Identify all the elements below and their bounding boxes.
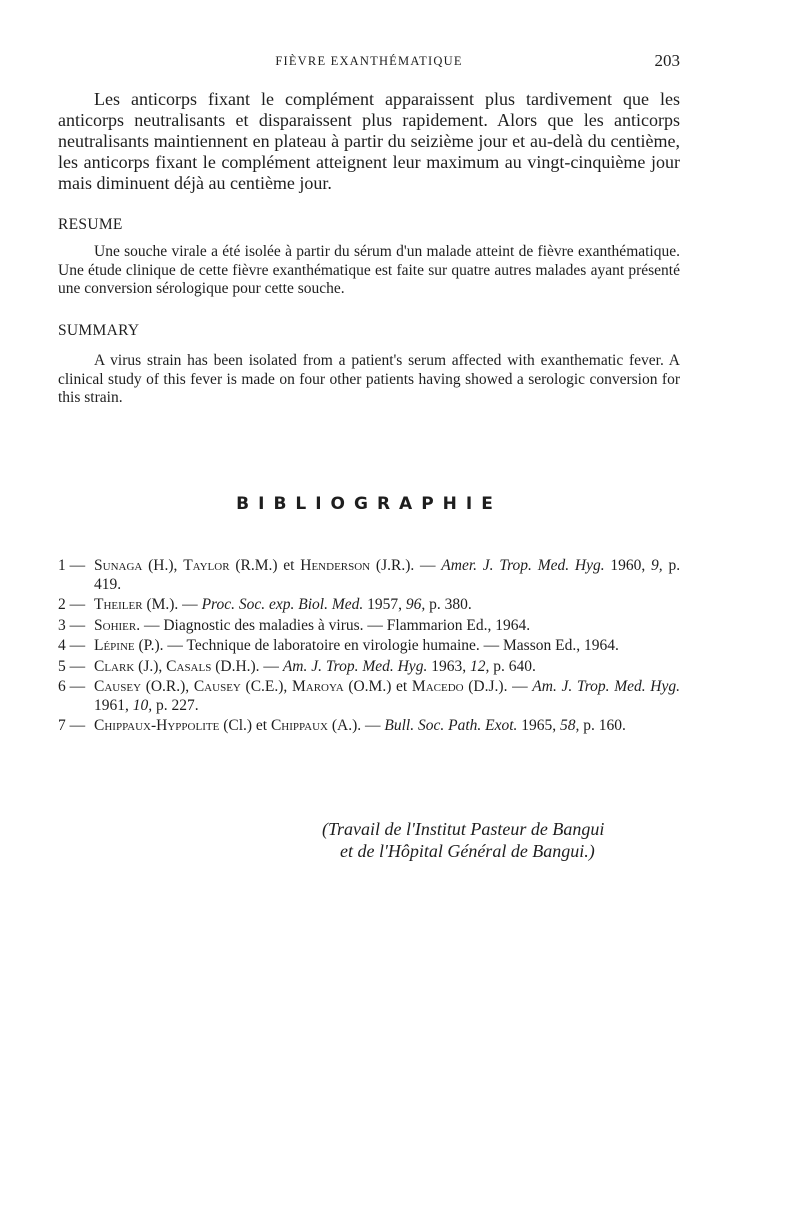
reference-volume: 10, bbox=[132, 696, 153, 714]
summary-heading: SUMMARY bbox=[58, 322, 140, 339]
reference-year: 1963, bbox=[431, 657, 467, 675]
reference-initials: (R.M.) et bbox=[235, 557, 295, 574]
reference-number: 3 bbox=[58, 616, 66, 634]
reference-author: Causey bbox=[94, 678, 142, 695]
reference-item bbox=[58, 596, 680, 615]
summary-text: A virus strain has been isolated from a patient's serum affected with exanthematic fever. A clinical study of this fever is made on four other patients having showed a serologic conversion for this strain. bbox=[58, 352, 680, 406]
reference-author: Maroya bbox=[291, 678, 344, 695]
reference-initials: (O.M.) et bbox=[348, 678, 408, 695]
running-title: FIÈVRE EXANTHÉMATIQUE bbox=[275, 54, 463, 68]
reference-rest: (P.). — Technique de laboratoire en virologie humaine. — Masson Ed., 1964. bbox=[138, 637, 619, 654]
reference-rest: — Diagnostic des maladies à virus. — Flammarion Ed., 1964. bbox=[143, 616, 531, 634]
reference-dash: — bbox=[69, 637, 86, 654]
reference-number: 4 bbox=[58, 637, 66, 654]
reference-dash: — bbox=[69, 616, 86, 634]
reference-author: Henderson bbox=[300, 557, 371, 574]
reference-initials: (O.R.), bbox=[145, 678, 190, 695]
reference-journal: Bull. Soc. Path. Exot. bbox=[384, 717, 518, 734]
reference-volume: 9, bbox=[651, 557, 663, 574]
reference-number: 2 bbox=[58, 596, 66, 613]
reference-journal: Amer. J. Trop. Med. Hyg. bbox=[441, 557, 605, 574]
reference-journal: Proc. Soc. exp. Biol. Med. bbox=[201, 596, 364, 613]
reference-number: 7 bbox=[58, 717, 66, 734]
reference-year: 1965, bbox=[521, 717, 557, 734]
institution-credit bbox=[322, 818, 652, 862]
reference-page: p. 640. bbox=[493, 657, 536, 675]
reference-item bbox=[58, 557, 680, 594]
reference-initials: (J.R.). — bbox=[375, 557, 436, 574]
reference-dash: — bbox=[69, 657, 86, 675]
reference-author: Lépine bbox=[94, 637, 135, 654]
reference-item bbox=[58, 658, 680, 677]
reference-author: Casals bbox=[166, 657, 212, 675]
reference-year: 1961, bbox=[94, 696, 129, 714]
reference-dash: — bbox=[69, 678, 86, 695]
reference-volume: 12, bbox=[469, 657, 490, 675]
reference-number: 6 bbox=[58, 678, 66, 695]
reference-page: p. 419. bbox=[94, 557, 681, 593]
reference-item bbox=[58, 678, 680, 715]
reference-page: p. 160. bbox=[583, 717, 626, 734]
reference-dash: — bbox=[69, 557, 86, 574]
resume-text: Une souche virale a été isolée à partir du sérum d'un malade atteint de fièvre exanthématique. Une étude clinique de cette fièvre exanthématique est faite sur quatre autres malades ayant présenté une conversion sérologique pour cette souche. bbox=[58, 243, 680, 297]
reference-author: Theiler bbox=[94, 596, 143, 613]
reference-number: 1 bbox=[58, 557, 66, 574]
body-paragraph: Les anticorps fixant le complément apparaissent plus tardivement que les anticorps neutralisants et disparaissent plus rapidement. Alors que les anticorps neutralisants maintiennent en plateau à partir du seizième jour et au-delà du centième, les anticorps fixant le complément atteignent leur maximum au vingt-cinquième jour mais diminuent déjà au centième jour. bbox=[58, 89, 680, 193]
reference-journal: Am. J. Trop. Med. Hyg. bbox=[282, 657, 428, 675]
credit-line-2: et de l'Hôpital Général de Bangui.) bbox=[340, 841, 595, 861]
reference-dash: — bbox=[69, 717, 86, 734]
reference-number: 5 bbox=[58, 657, 66, 675]
reference-author: Sohier. bbox=[94, 616, 141, 634]
reference-author: Taylor bbox=[183, 557, 230, 574]
reference-initials: (M.). — bbox=[146, 596, 198, 613]
reference-page: p. 380. bbox=[429, 596, 472, 613]
reference-year: 1960, bbox=[610, 557, 646, 574]
bibliography-title: BIBLIOGRAPHIE bbox=[236, 494, 502, 514]
reference-journal: Am. J. Trop. Med. Hyg. bbox=[532, 678, 680, 695]
reference-dash: — bbox=[69, 596, 86, 613]
reference-author: Causey bbox=[193, 678, 241, 695]
reference-author: Macedo bbox=[411, 678, 464, 695]
reference-item bbox=[58, 637, 680, 656]
reference-initials: (Cl.) et bbox=[223, 717, 268, 734]
reference-year: 1957, bbox=[367, 596, 403, 613]
reference-author: Chippaux bbox=[270, 717, 328, 734]
reference-initials: (A.). — bbox=[331, 717, 381, 734]
reference-initials: (D.H.). — bbox=[215, 657, 279, 675]
page-number: 203 bbox=[654, 51, 680, 70]
credit-line-1: (Travail de l'Institut Pasteur de Bangui bbox=[322, 819, 605, 839]
running-header bbox=[58, 51, 680, 71]
reference-initials: (C.E.), bbox=[245, 678, 288, 695]
reference-author: Chippaux-Hyppolite bbox=[94, 717, 220, 734]
reference-item bbox=[58, 617, 680, 636]
reference-item bbox=[58, 717, 680, 736]
reference-volume: 58, bbox=[560, 717, 580, 734]
reference-list bbox=[58, 557, 680, 738]
reference-initials: (H.), bbox=[148, 557, 178, 574]
reference-initials: (D.J.). — bbox=[468, 678, 528, 695]
reference-author: Sunaga bbox=[94, 557, 143, 574]
reference-volume: 96, bbox=[405, 596, 426, 613]
resume-heading: RESUME bbox=[58, 216, 123, 233]
reference-page: p. 227. bbox=[156, 696, 199, 714]
reference-author: Clark bbox=[94, 657, 135, 675]
reference-initials: (J.), bbox=[138, 657, 163, 675]
